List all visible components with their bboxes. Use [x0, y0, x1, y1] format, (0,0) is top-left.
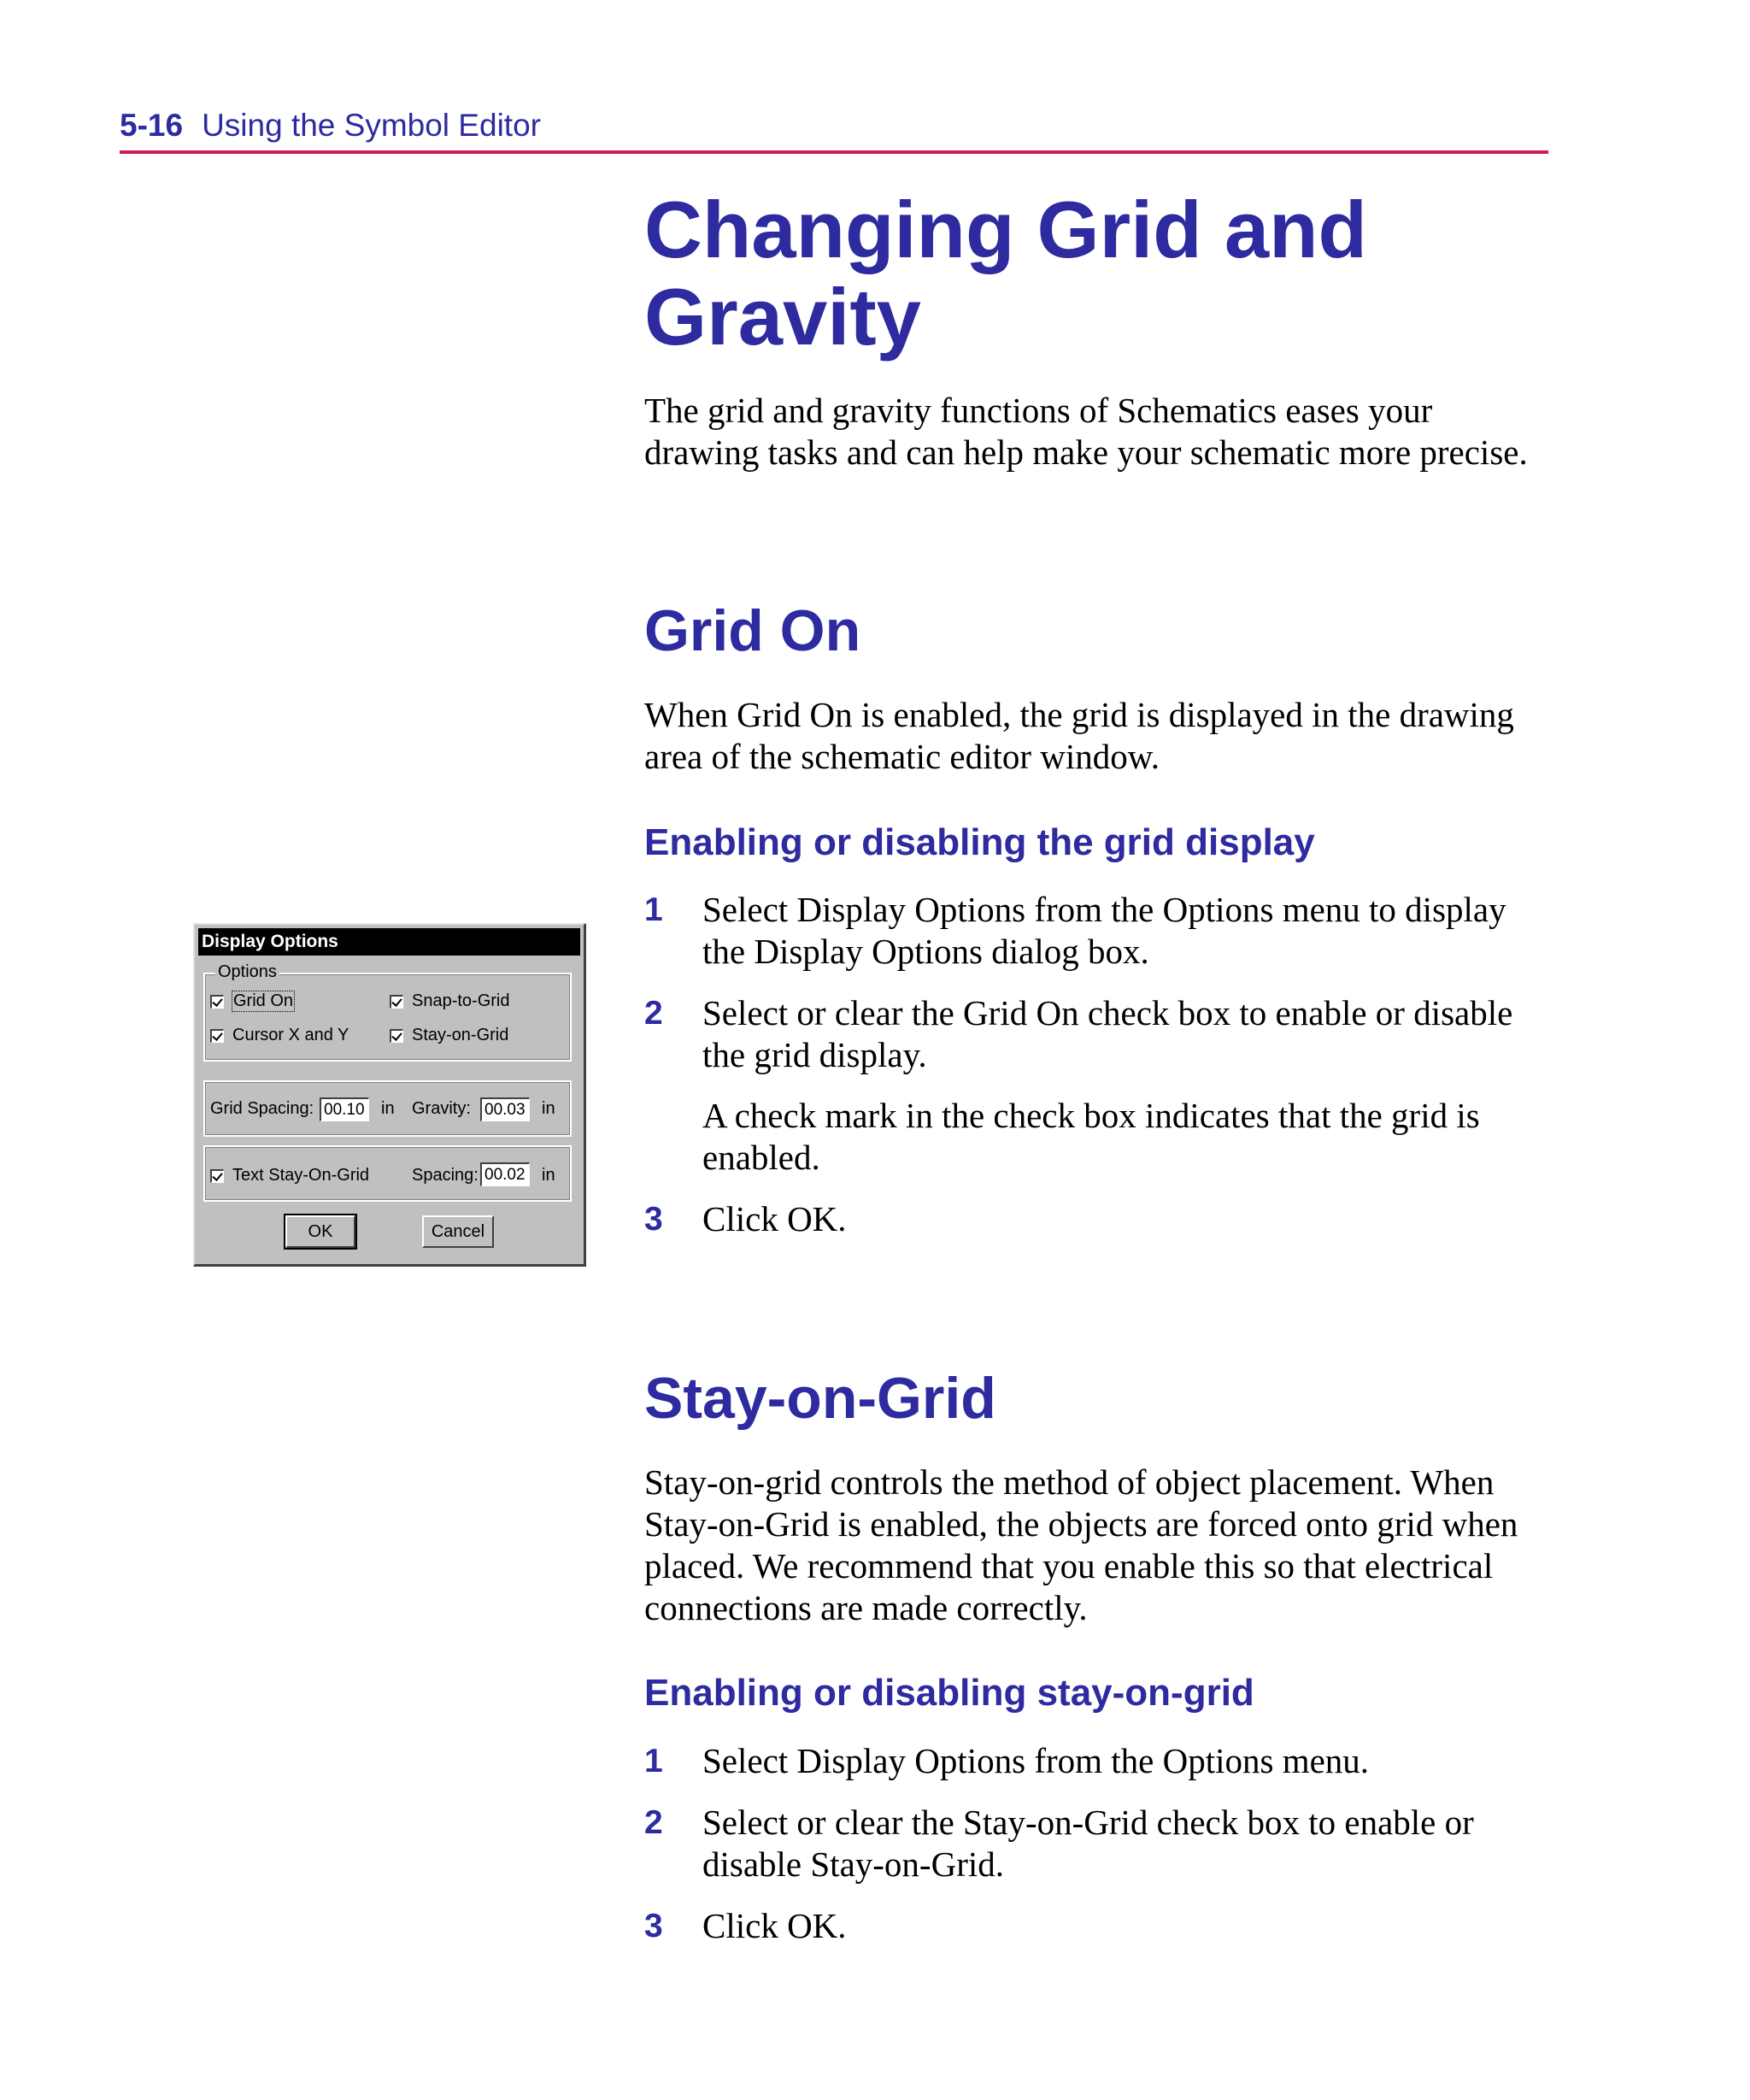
running-header [120, 108, 541, 144]
chapter-title: Using the Symbol Editor [202, 108, 541, 143]
step-item [644, 889, 1550, 973]
step-number: 1 [644, 1743, 663, 1779]
stay-on-grid-heading: Stay-on-Grid [644, 1366, 996, 1431]
stay-on-grid-label: Stay-on-Grid [412, 1026, 509, 1044]
step-number: 1 [644, 891, 663, 928]
grid-on-heading: Grid On [644, 598, 861, 663]
checkmark-icon [390, 995, 403, 1009]
checkmark-icon [210, 1029, 224, 1043]
step-text: Select or clear the Grid On check box to enable or disable the grid display. [702, 993, 1513, 1074]
options-group [203, 962, 572, 1062]
snap-to-grid-label: Snap-to-Grid [412, 991, 510, 1010]
cursor-xy-checkbox[interactable] [210, 1026, 349, 1045]
page-title: Changing Grid and Gravity [644, 185, 1367, 362]
step-item [644, 992, 1550, 1076]
spacing-unit: in [542, 1166, 555, 1185]
header-rule [120, 150, 1548, 154]
step-number: 3 [644, 1908, 663, 1944]
grid-spacing-input[interactable]: 00.10 [320, 1097, 369, 1121]
step-text: Select Display Options from the Options menu. [702, 1741, 1370, 1780]
step-text: Click OK. [702, 1906, 847, 1945]
options-group-label: Options [215, 962, 279, 982]
grid-spacing-label: Grid Spacing: [210, 1099, 314, 1118]
display-options-dialog [193, 923, 586, 1267]
cursor-xy-label: Cursor X and Y [232, 1026, 349, 1044]
text-stay-on-grid-label: Text Stay-On-Grid [232, 1166, 370, 1185]
step-text: Select or clear the Stay-on-Grid check box to enable or disable Stay-on-Grid. [702, 1803, 1474, 1884]
gravity-unit: in [542, 1099, 555, 1118]
gravity-input[interactable]: 00.03 [480, 1097, 530, 1121]
step-note [644, 1095, 1550, 1179]
spacing-input[interactable]: 00.02 [480, 1162, 530, 1186]
stay-on-grid-subheading: Enabling or disabling stay-on-grid [644, 1672, 1254, 1714]
step-number: 2 [644, 995, 663, 1032]
step-note-text: A check mark in the check box indicates that the grid is enabled. [702, 1096, 1480, 1177]
stay-on-grid-steps [644, 1740, 1550, 1947]
step-item [644, 1905, 1550, 1947]
step-item [644, 1198, 1550, 1240]
stay-on-grid-description: Stay-on-grid controls the method of object placement. When Stay-on-Grid is enabled, the objects are forced onto grid when placed. We recommend that you enable this so that electrical connections are made correctly. [644, 1462, 1518, 1627]
checkmark-icon [210, 995, 224, 1009]
intro-paragraph: The grid and gravity functions of Schematics eases your drawing tasks and can help make your schematic more precise. [644, 391, 1528, 472]
spacing-group [203, 1080, 572, 1137]
grid-spacing-unit: in [381, 1099, 395, 1118]
grid-on-steps [644, 889, 1550, 1240]
step-item [644, 1740, 1550, 1782]
step-text: Select Display Options from the Options menu to display the Display Options dialog box. [702, 890, 1506, 971]
grid-on-subheading: Enabling or disabling the grid display [644, 821, 1315, 863]
text-group [203, 1145, 572, 1202]
ok-button[interactable]: OK [285, 1215, 355, 1248]
gravity-label: Gravity: [412, 1099, 471, 1118]
dialog-titlebar: Display Options [198, 928, 580, 956]
stay-on-grid-checkbox[interactable] [390, 1026, 508, 1045]
page-number: 5-16 [120, 108, 184, 143]
step-number: 3 [644, 1201, 663, 1238]
step-number: 2 [644, 1804, 663, 1841]
cancel-button[interactable]: Cancel [422, 1215, 494, 1248]
grid-on-label: Grid On [233, 991, 294, 1010]
grid-on-description: When Grid On is enabled, the grid is displayed in the drawing area of the schematic editor window. [644, 695, 1514, 776]
snap-to-grid-checkbox[interactable] [390, 991, 510, 1011]
title-block [644, 186, 1550, 361]
step-text: Click OK. [702, 1199, 847, 1238]
step-item [644, 1802, 1550, 1885]
checkmark-icon [390, 1029, 403, 1043]
spacing-label: Spacing: [412, 1166, 479, 1185]
grid-on-checkbox[interactable] [210, 991, 294, 1011]
